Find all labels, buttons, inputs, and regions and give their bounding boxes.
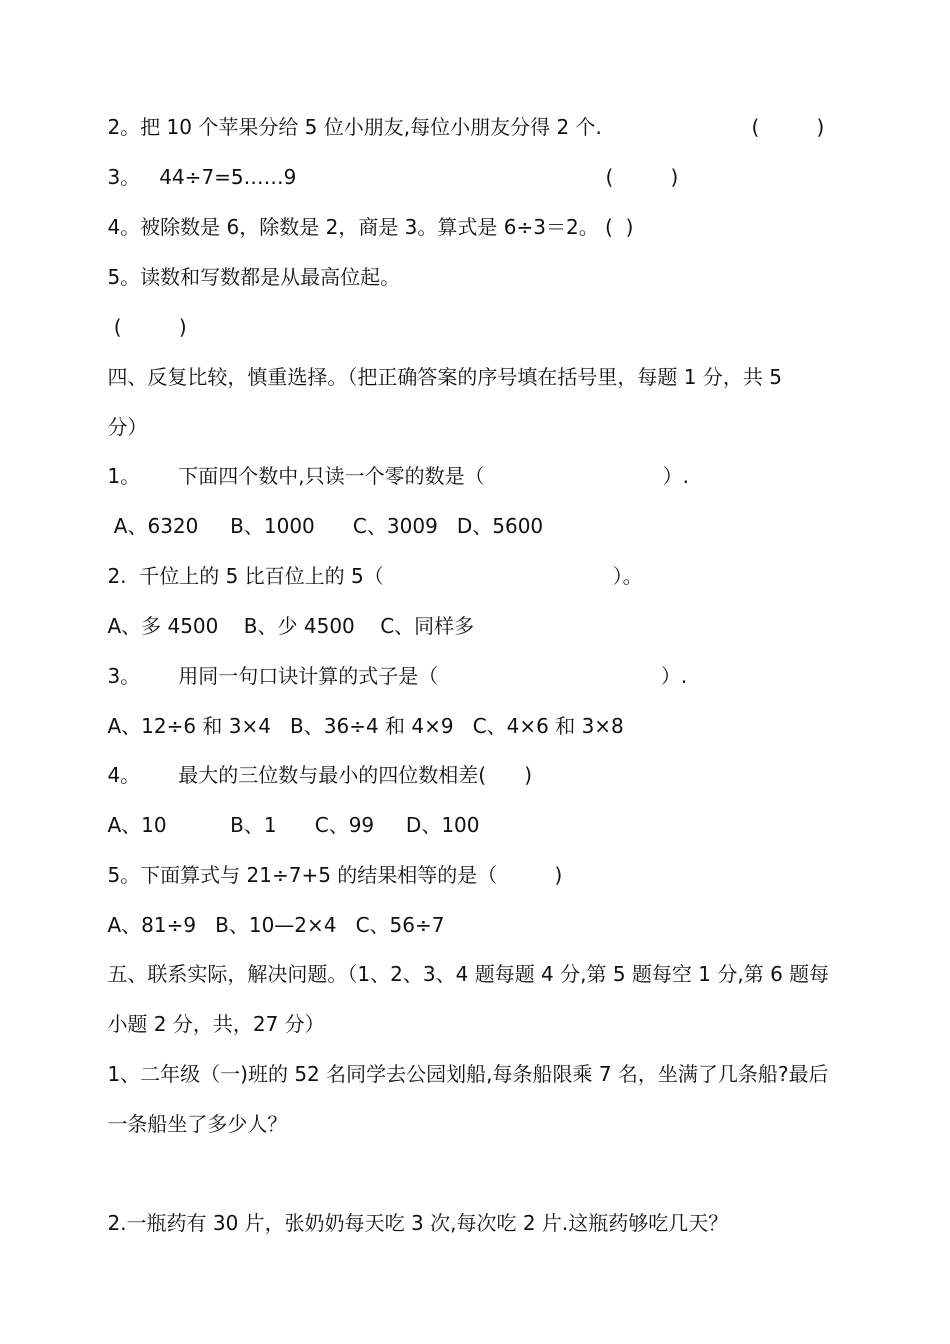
answer-bracket xyxy=(726,88,824,166)
options-text: A、10 B、1 C、99 D、100 xyxy=(107,813,480,837)
question-text: 2.一瓶药有 30 片，张奶奶每天吃 3 次,每次吃 2 片.这瓶药够吃几天？ xyxy=(107,1211,729,1235)
options-text: A、多 4500 B、少 4500 C、同样多 xyxy=(107,614,475,638)
question-text: 一条船坐了多少人？ xyxy=(107,1112,288,1136)
heading-text: 五、联系实际，解决问题。（1、2、3、4 题每题 4 分,第 5 题每空 1 分,第 6 题每 xyxy=(107,962,830,986)
question-text: 4。被除数是 6，除数是 2，商是 3。算式是 6÷3＝2。 ( ) xyxy=(107,215,634,239)
bracket-text: ( ) xyxy=(751,115,825,139)
question-5-2 xyxy=(82,1184,728,1262)
question-text: 2. 千位上的 5 比百位上的 5（ ）。 xyxy=(107,564,643,588)
options-text: A、6320 B、1000 C、3009 D、5600 xyxy=(107,514,544,538)
question-text: 1。 下面四个数中,只读一个零的数是（ ）. xyxy=(107,464,690,488)
section-4-heading xyxy=(82,338,782,416)
question-5-1-cont xyxy=(82,1085,287,1163)
options-text: A、81÷9 B、10—2×4 C、56÷7 xyxy=(107,913,445,937)
question-text: 5。读数和写数都是从最高位起。 xyxy=(107,265,401,289)
question-text: 3。 44÷7=5……9 xyxy=(107,165,297,189)
bracket-text: ( ) xyxy=(605,165,679,189)
question-text: 4。 最大的三位数与最小的四位数相差( ) xyxy=(107,763,533,787)
question-text: 1、二年级（一)班的 52 名同学去公园划船,每条船限乘 7 名，坐满了几条船?最后 xyxy=(107,1062,829,1086)
heading-text: 四、反复比较，慎重选择。（把正确答案的序号填在括号里，每题 1 分，共 5 xyxy=(107,365,782,389)
question-text: 2。把 10 个苹果分给 5 位小朋友,每位小朋友分得 2 个. xyxy=(107,115,602,139)
question-text: 5。下面算式与 21÷7+5 的结果相等的是（ ) xyxy=(107,863,563,887)
heading-text: 分） xyxy=(107,415,148,439)
heading-text: 小题 2 分，共，27 分） xyxy=(107,1012,325,1036)
question-text: 3。 用同一句口诀计算的式子是（ ）. xyxy=(107,664,688,688)
options-text: A、12÷6 和 3×4 B、36÷4 和 4×9 C、4×6 和 3×8 xyxy=(107,714,624,738)
bracket-text: ( ) xyxy=(107,315,187,339)
